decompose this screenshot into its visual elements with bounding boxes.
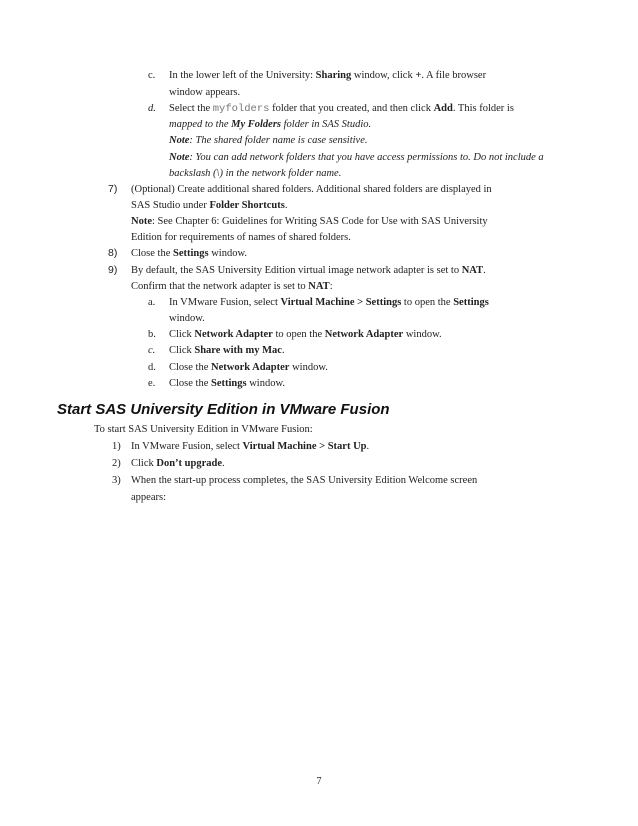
start-step-2-text: Click Don’t upgrade. bbox=[131, 458, 225, 469]
step-7-note: Note: See Chapter 6: Guidelines for Writing SAS Code for Use with SAS University bbox=[131, 216, 488, 227]
step-d-note-1: Note: The shared folder name is case sensitive. bbox=[169, 135, 368, 146]
step-9a-text: In VMware Fusion, select Virtual Machine > Settings to open the Settings bbox=[169, 297, 489, 308]
start-step-2-label: 2) bbox=[112, 458, 121, 469]
step-8-label: 8) bbox=[108, 247, 118, 259]
step-9e-label: e. bbox=[148, 378, 156, 389]
step-9a-text-line2: window. bbox=[169, 313, 205, 324]
step-9a-label: a. bbox=[148, 297, 156, 308]
start-step-1-label: 1) bbox=[112, 441, 121, 452]
step-c-text-line2: window appears. bbox=[169, 87, 241, 98]
step-9-label: 9) bbox=[108, 264, 118, 276]
step-d-text-line2: mapped to the My Folders folder in SAS Studio. bbox=[169, 119, 372, 130]
step-9-text-line2: Confirm that the network adapter is set to NAT: bbox=[131, 281, 333, 292]
step-c-label: c. bbox=[148, 70, 156, 81]
step-9c-label: c. bbox=[148, 345, 156, 356]
section-intro: To start SAS University Edition in VMware Fusion: bbox=[94, 424, 313, 435]
step-9-text: By default, the SAS University Edition virtual image network adapter is set to NAT. bbox=[131, 265, 486, 276]
step-9e-text: Close the Settings window. bbox=[169, 378, 285, 389]
section-heading: Start SAS University Edition in VMware Fusion bbox=[57, 401, 390, 418]
start-step-3-text: When the start-up process completes, the SAS University Edition Welcome screen bbox=[131, 475, 478, 486]
step-d-text: Select the myfolders folder that you created, and then click Add. This folder is bbox=[169, 103, 514, 115]
step-9b-text: Click Network Adapter to open the Network Adapter window. bbox=[169, 329, 442, 340]
step-7-text: (Optional) Create additional shared folders. Additional shared folders are displayed in bbox=[131, 184, 492, 195]
step-c-text: In the lower left of the University: Sharing window, click +. A file browser bbox=[169, 70, 487, 81]
step-9d-label: d. bbox=[148, 362, 156, 373]
step-8-text: Close the Settings window. bbox=[131, 248, 247, 259]
step-d-label: d. bbox=[148, 103, 156, 114]
step-d-note-2: Note: You can add network folders that you have access permissions to. Do not include a bbox=[169, 152, 544, 163]
step-7-label: 7) bbox=[108, 183, 118, 195]
page-number: 7 bbox=[316, 776, 322, 787]
start-step-1-text: In VMware Fusion, select Virtual Machine > Start Up. bbox=[131, 441, 370, 452]
start-step-3-text-line2: appears: bbox=[131, 492, 166, 503]
step-9c-text: Click Share with my Mac. bbox=[169, 345, 285, 356]
step-7-note-line2: Edition for requirements of names of shared folders. bbox=[131, 232, 351, 243]
step-d-note-2-line2: backslash (\) in the network folder name. bbox=[169, 168, 342, 179]
step-9d-text: Close the Network Adapter window. bbox=[169, 362, 328, 373]
folder-name-code: myfolders bbox=[212, 103, 270, 115]
step-7-text-line2: SAS Studio under Folder Shortcuts. bbox=[131, 200, 288, 211]
start-step-3-label: 3) bbox=[112, 475, 121, 486]
step-9b-label: b. bbox=[148, 329, 156, 340]
